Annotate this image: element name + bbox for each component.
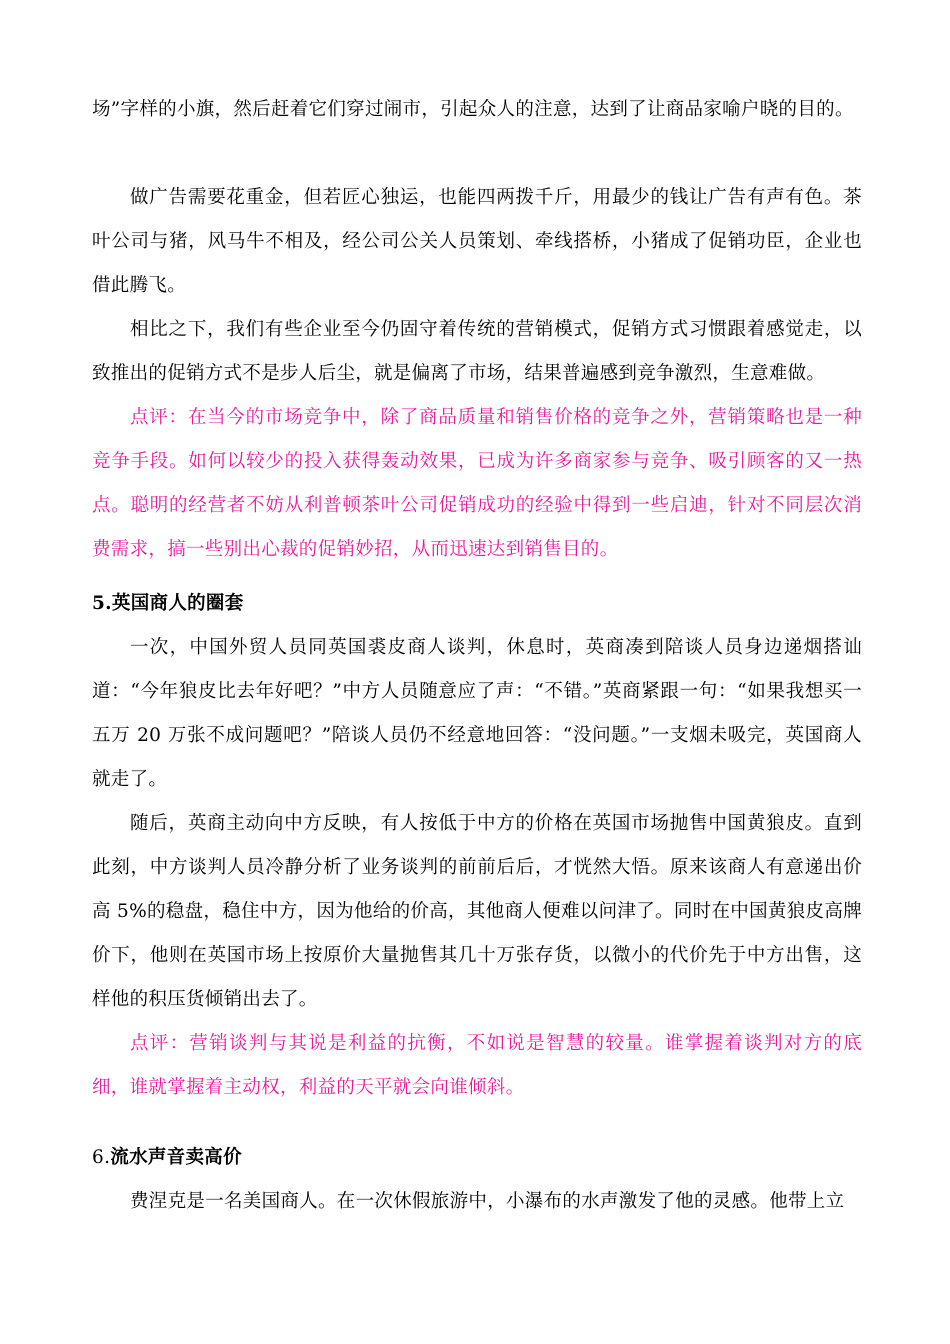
paragraph-advertising: 做广告需要花重金，但若匠心独运，也能四两拨千斤，用最少的钱让广告有声有色。茶叶公司与猪，风马牛不相及，经公司公关人员策划、牵线搭桥，小猪成了促销功臣，企业也借此腾飞。 [92, 187, 862, 296]
paragraph-fenike: 费涅克是一名美国商人。在一次休假旅游中，小瀑布的水声激发了他的灵感。他带上立 [130, 1191, 845, 1212]
paragraph-continuation: 场”字样的小旗，然后赶着它们穿过闹市，引起众人的注意，达到了让商品家喻户晓的目的。 [92, 99, 854, 120]
document-page [92, 88, 862, 1224]
section-heading-6 [92, 1136, 862, 1180]
section-heading-5: 5.英国商人的圈套 [92, 593, 244, 614]
section-title: 流水声音卖高价 [110, 1147, 242, 1168]
paragraph-negotiation: 一次，中国外贸人员同英国裘皮商人谈判，休息时，英商凑到陪谈人员身边递烟搭讪道：“今年狼皮比去年好吧？”中方人员随意应了声：“不错。”英商紧跟一句：“如果我想买一五万 20 万张不成问题吧？”陪谈人员仍不经意地回答：“没问题。”一支烟未吸完，英国商人就走了。 [92, 637, 862, 790]
spacer [92, 572, 862, 582]
paragraph-aftermath: 随后，英商主动向中方反映，有人按低于中方的价格在英国市场抛售中国黄狼皮。直到此刻，中方谈判人员冷静分析了业务谈判的前前后后，才恍然大悟。原来该商人有意递出价高 5%的稳盘，稳住中方，因为他给的价高，其他商人便难以问津了。同时在中国黄狼皮高牌价下，他则在英国市场上按原价大量抛售其几十万张存货，以微小的代价先于中方出售，这样他的积压货倾销出去了。 [92, 813, 862, 1010]
paragraph-comparison: 相比之下，我们有些企业至今仍固守着传统的营销模式，促销方式习惯跟着感觉走，以致推出的促销方式不是步人后尘，就是偏离了市场，结果普遍感到竞争激烈，生意难做。 [92, 319, 862, 384]
comment-paragraph-1: 点评：在当今的市场竞争中，除了商品质量和销售价格的竞争之外，营销策略也是一种竞争手段。如何以较少的投入获得轰动效果，已成为许多商家参与竞争、吸引顾客的又一热点。聪明的经营者不妨从利普顿茶叶公司促销成功的经验中得到一些启迪，针对不同层次消费需求，搞一些别出心裁的促销妙招，从而迅速达到销售目的。 [92, 407, 862, 560]
spacer [92, 132, 862, 176]
comment-paragraph-2: 点评：营销谈判与其说是利益的抗衡，不如说是智慧的较量。谁掌握着谈判对方的底细，谁就掌握着主动权，利益的天平就会向谁倾斜。 [92, 1033, 862, 1098]
spacer [92, 1110, 862, 1136]
section-number: 6. [92, 1147, 111, 1168]
